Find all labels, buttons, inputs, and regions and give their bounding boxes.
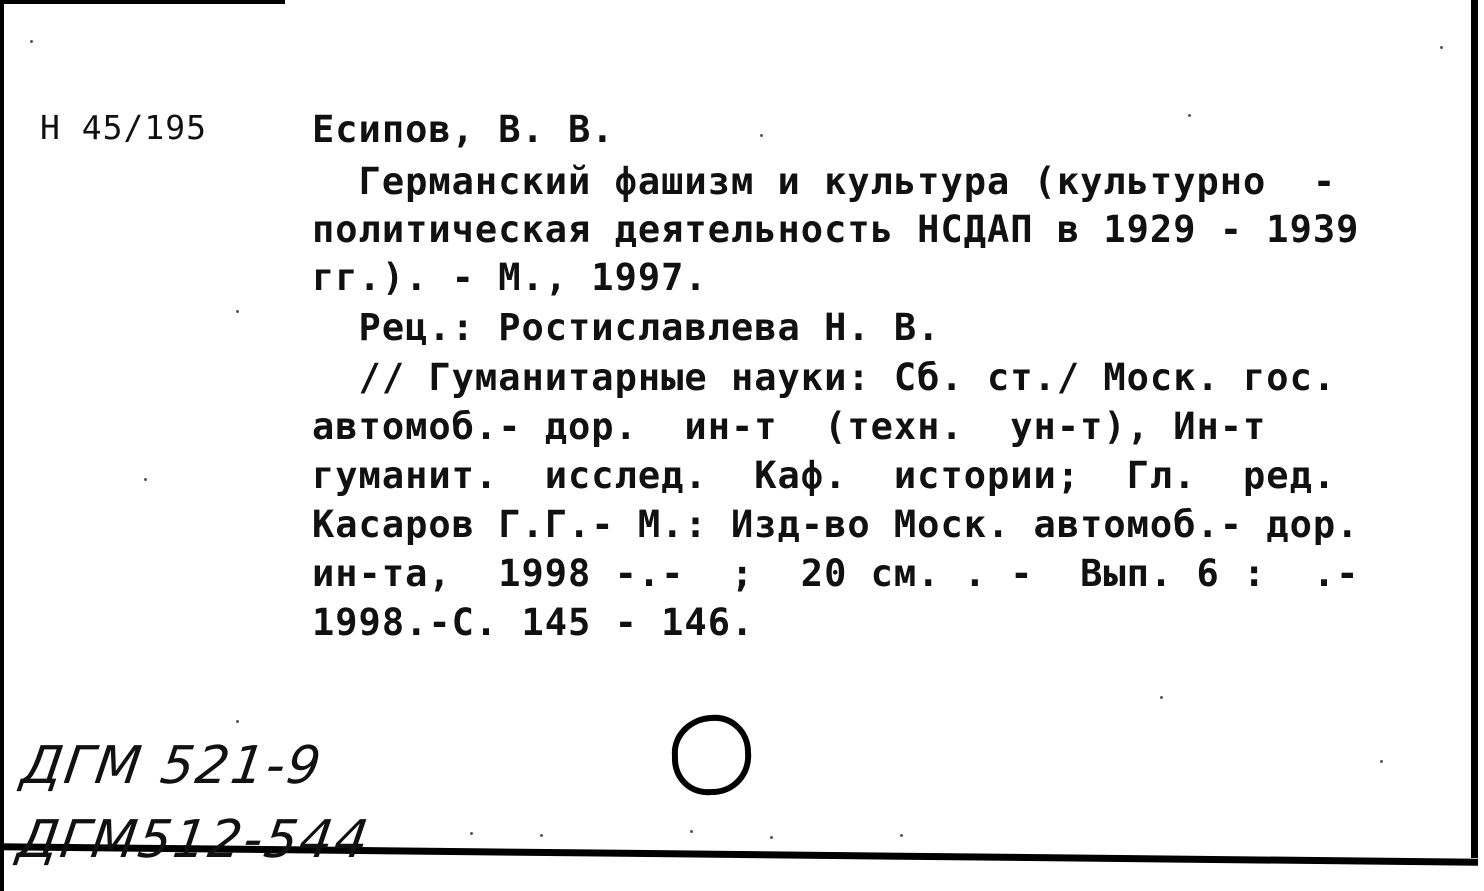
handwritten-shelfmark-2: ДГМ512-544	[13, 810, 374, 870]
scan-speck	[30, 40, 33, 43]
source-line-6: 1998.-С. 145 - 146.	[312, 601, 755, 644]
title-line-3: гг.). - М., 1997.	[312, 256, 708, 299]
author-line: Есипов, В. В.	[312, 108, 615, 151]
source-line-2: автомоб.- дор. ин-т (техн. ун-т), Ин-т	[312, 405, 1267, 448]
source-line-3: гуманит. исслед. Каф. истории; Гл. ред.	[312, 454, 1337, 497]
scan-speck	[1380, 760, 1383, 763]
source-line-5: ин-та, 1998 -.- ; 20 см. . - Вып. 6 : .-	[312, 552, 1360, 595]
card-top-border	[0, 0, 285, 4]
scan-speck	[236, 310, 239, 313]
card-left-border	[0, 0, 4, 891]
scan-speck	[236, 720, 239, 723]
source-line-1: // Гуманитарные науки: Сб. ст./ Моск. гос.	[312, 356, 1337, 399]
scan-speck	[1188, 114, 1191, 117]
title-line-2: политическая деятельность НСДАП в 1929 - 1939	[312, 208, 1360, 251]
scan-speck	[770, 836, 773, 839]
punch-hole-icon	[668, 712, 754, 798]
scan-speck	[1440, 46, 1443, 49]
call-number: Н 45/195	[40, 108, 207, 147]
handwritten-shelfmark-1: ДГМ 521-9	[17, 736, 327, 796]
scan-speck	[1160, 696, 1163, 699]
scan-speck	[540, 834, 543, 837]
scan-speck	[760, 134, 763, 137]
card-right-border	[1471, 0, 1478, 858]
scan-speck	[470, 832, 473, 835]
title-line-1: Германский фашизм и культура (культурно -	[312, 160, 1337, 203]
reviewer-line: Рец.: Ростиславлева Н. В.	[312, 306, 941, 349]
source-line-4: Касаров Г.Г.- М.: Изд-во Моск. автомоб.- дор.	[312, 503, 1360, 546]
scan-speck	[690, 830, 693, 833]
scan-speck	[144, 478, 147, 481]
scan-speck	[900, 834, 903, 837]
